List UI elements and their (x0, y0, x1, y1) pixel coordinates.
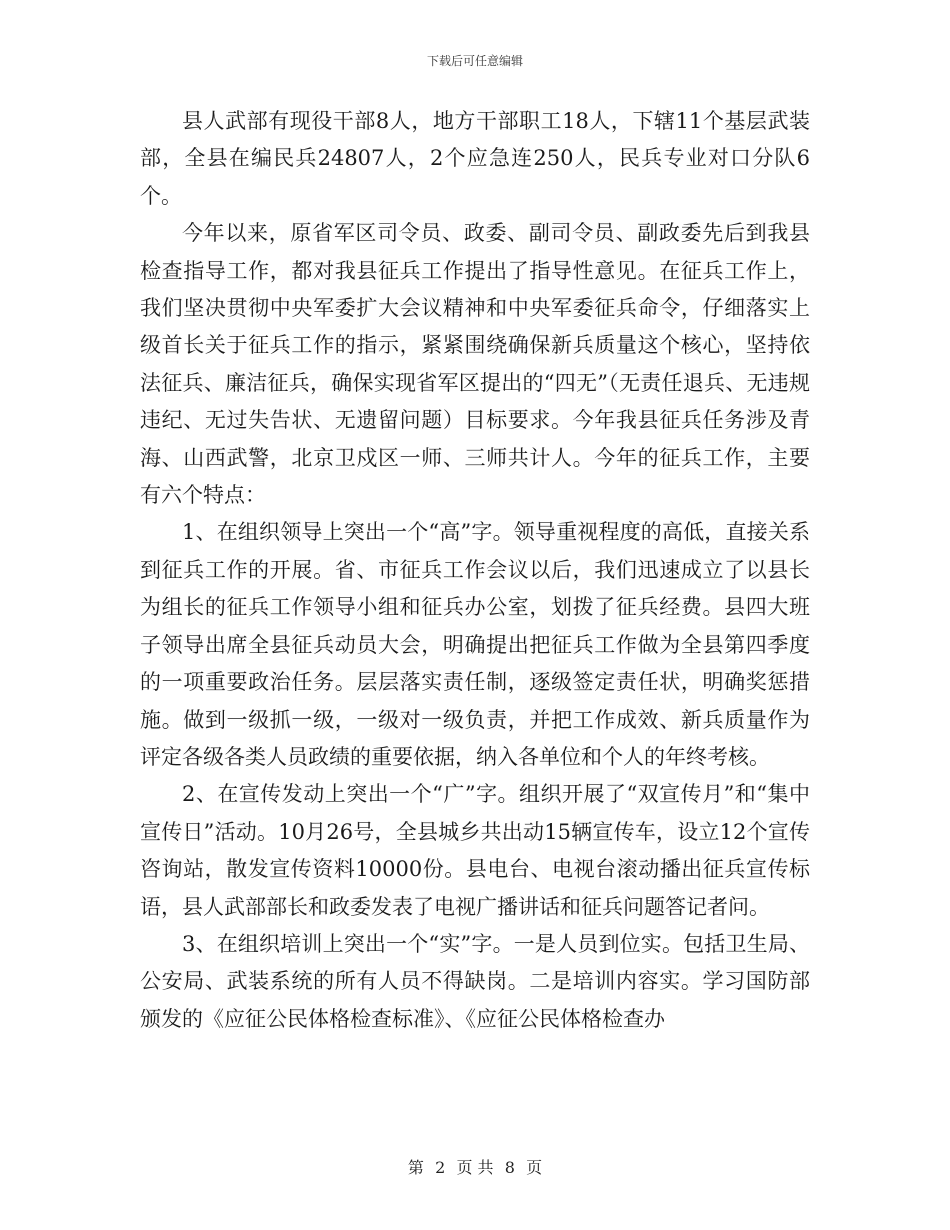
paragraph-1: 县人武部有现役干部8人，地方干部职工18人，下辖11个基层武装部，全县在编民兵24807人，2个应急连250人，民兵专业对口分队6个。 (140, 109, 810, 208)
footer-prefix: 第 (407, 1158, 424, 1177)
document-body (140, 103, 810, 1038)
paragraph-2: 今年以来，原省军区司令员、政委、副司令员、副政委先后到我县检查指导工作，都对我县征兵工作提出了指导性意见。在征兵工作上，我们坚决贯彻中央军委扩大会议精神和中央军委征兵命令，仔细落实上级首长关于征兵工作的指示，紧紧围绕确保新兵质量这个核心，坚持依法征兵、廉洁征兵，确保实现省军区提出的“四无”（无责任退兵、无违规违纪、无过失告状、无遗留问题）目标要求。今年我县征兵任务涉及青海、山西武警，北京卫戍区一师、三师共计人。今年的征兵工作，主要有六个特点： (140, 221, 810, 508)
footer-total-pages: 8 (504, 1158, 515, 1177)
footer-middle: 页 共 (456, 1158, 494, 1177)
page-header-note: 下载后可任意编辑 (426, 54, 523, 68)
footer-suffix: 页 (526, 1158, 543, 1177)
page-footer (0, 1155, 950, 1178)
paragraph-5: 3、在组织培训上突出一个“实”字。一是人员到位实。包括卫生局、公安局、武装系统的所有人员不得缺岗。二是培训内容实。学习国防部颁发的《应征公民体格检查标准》、《应征公民体格检查办 (140, 931, 810, 1031)
footer-page-number: 2 (435, 1158, 446, 1177)
paragraph-3: 1、在组织领导上突出一个“高”字。领导重视程度的高低，直接关系到征兵工作的开展。省、市征兵工作会议以后，我们迅速成立了以县长为组长的征兵工作领导小组和征兵办公室，划拨了征兵经费。县四大班子领导出席全县征兵动员大会，明确提出把征兵工作做为全县第四季度的一项重要政治任务。层层落实责任制，逐级签定责任状，明确奖惩措施。做到一级抓一级，一级对一级负责，并把工作成效、新兵质量作为评定各级各类人员政绩的重要依据，纳入各单位和个人的年终考核。 (140, 520, 810, 769)
paragraph-4: 2、在宣传发动上突出一个“广”字。组织开展了“双宣传月”和“集中宣传日”活动。10月26号，全县城乡共出动15辆宣传车，设立12个宣传咨询站，散发宣传资料10000份。县电台、电视台滚动播出征兵宣传标语，县人武部部长和政委发表了电视广播讲话和征兵问题答记者问。 (140, 782, 810, 919)
